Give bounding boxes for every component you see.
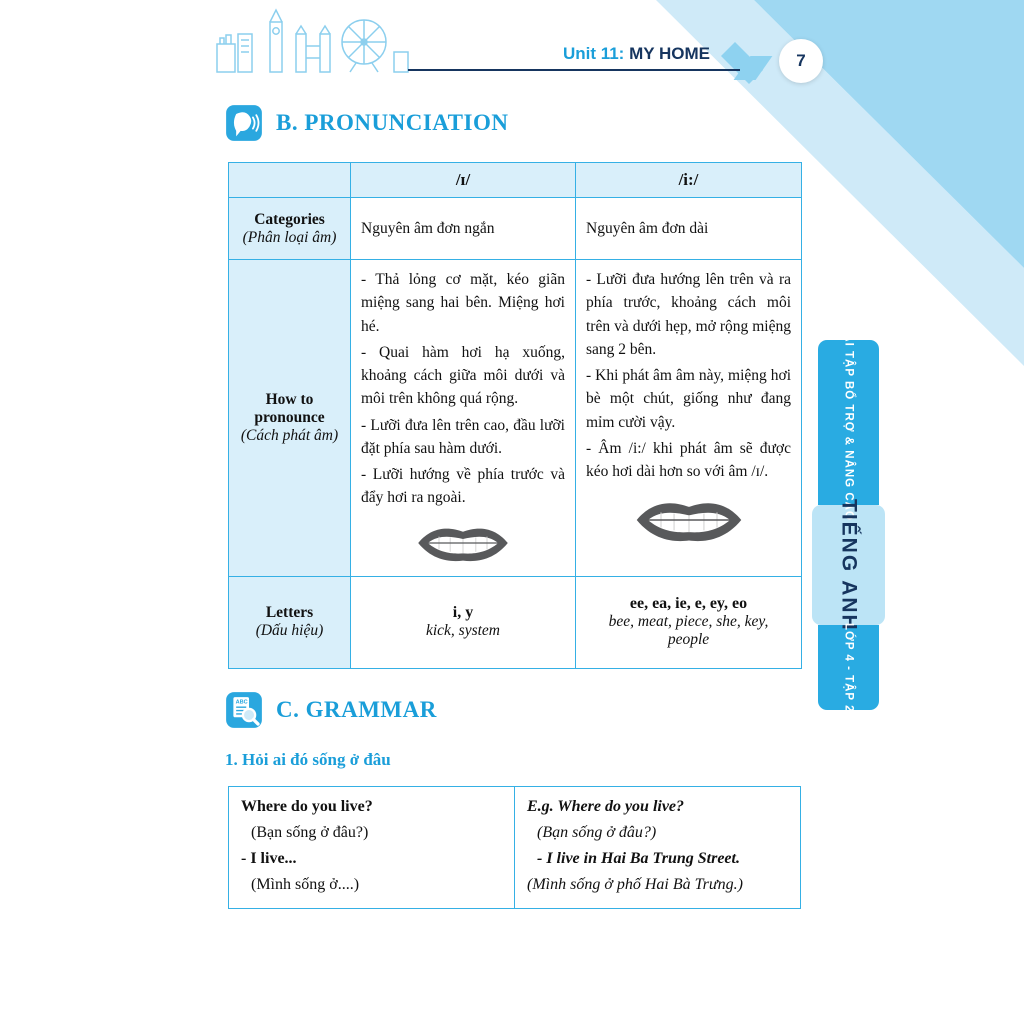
grammar-pattern-translation: (Bạn sống ở đâu?) bbox=[251, 823, 369, 841]
unit-title: MY HOME bbox=[629, 44, 710, 63]
grammar-heading-text: C. GRAMMAR bbox=[276, 697, 437, 722]
banner-series-segment bbox=[818, 324, 879, 521]
how-to-label: How to pronounce bbox=[254, 390, 325, 426]
phoneme-header-long: /i:/ bbox=[576, 163, 802, 198]
banner-grade-segment bbox=[818, 622, 879, 713]
page-number-badge bbox=[779, 39, 823, 83]
how-to-pronounce-row bbox=[229, 260, 802, 577]
grammar-pattern-line: Where do you live? bbox=[241, 798, 373, 815]
grammar-pattern-line: - I live... bbox=[241, 849, 297, 867]
categories-short-cell: Nguyên âm đơn ngắn bbox=[351, 198, 576, 260]
table-corner-cell bbox=[229, 163, 351, 198]
letters-long-cell bbox=[576, 576, 802, 668]
grammar-row bbox=[229, 787, 801, 909]
categories-label: Categories bbox=[254, 210, 325, 228]
london-skyline-illustration bbox=[212, 4, 412, 76]
phoneme-header-row bbox=[229, 163, 802, 198]
pronunciation-point: - Khi phát âm âm này, miệng hơi bè một chút, giống như đang mỉm cười vậy. bbox=[586, 367, 791, 431]
unit-label: Unit 11: bbox=[562, 44, 625, 63]
letters-short-cell bbox=[351, 576, 576, 668]
letters-short-examples: kick, system bbox=[425, 622, 501, 639]
grammar-example-cell bbox=[515, 787, 801, 909]
letters-label: Letters bbox=[265, 604, 314, 621]
letters-long-examples: bee, meat, piece, she, key, people bbox=[608, 613, 769, 648]
phoneme-header-short: /ɪ/ bbox=[351, 163, 576, 198]
pronunciation-section-heading bbox=[225, 104, 508, 142]
row-label-categories bbox=[229, 198, 351, 260]
letters-long: ee, ea, ie, e, ey, eo bbox=[629, 595, 748, 612]
unit-header bbox=[408, 44, 740, 71]
grammar-question-cell bbox=[229, 787, 515, 909]
how-to-long-cell bbox=[576, 260, 802, 577]
categories-long-cell: Nguyên âm đơn dài bbox=[576, 198, 802, 260]
grammar-example-line: E.g. Where do you live? bbox=[527, 798, 685, 815]
lips-icon-long bbox=[633, 493, 745, 547]
pronunciation-point: - Quai hàm hơi hạ xuống, khoảng cách giữa môi dưới và môi trên không quá rộng. bbox=[361, 343, 565, 408]
letters-short: i, y bbox=[452, 604, 474, 621]
side-banner bbox=[818, 324, 879, 713]
lips-icon-short bbox=[415, 520, 511, 566]
how-to-short-cell bbox=[351, 260, 576, 577]
pronunciation-heading-text: B. PRONUNCIATION bbox=[276, 110, 509, 135]
banner-subject-title: TIẾNG ANH bbox=[837, 498, 861, 632]
categories-row bbox=[229, 198, 802, 260]
pronunciation-point: - Thả lỏng cơ mặt, kéo giãn miệng sang hai bên. Miệng hơi hé. bbox=[361, 271, 565, 335]
grammar-example-translation: (Mình sống ở phố Hai Bà Trưng.) bbox=[527, 875, 743, 893]
page-number: 7 bbox=[796, 51, 806, 70]
banner-series-title: BÀI TẬP BỔ TRỢ & NÂNG CAO bbox=[842, 324, 855, 521]
banner-grade-label: LỚP 4 - TẬP 2 bbox=[842, 622, 855, 713]
how-to-label-vi: (Cách phát âm) bbox=[240, 426, 339, 444]
grammar-icon bbox=[225, 691, 263, 729]
row-label-letters bbox=[229, 576, 351, 668]
banner-subject-segment bbox=[812, 498, 885, 632]
grammar-example-line: - I live in Hai Ba Trung Street. bbox=[537, 849, 740, 867]
categories-label-vi: (Phân loại âm) bbox=[242, 228, 337, 246]
pronunciation-point: - Lưỡi hướng về phía trước và đẩy hơi ra ngoài. bbox=[361, 466, 565, 507]
letters-row bbox=[229, 576, 802, 668]
row-label-how-to bbox=[229, 260, 351, 577]
grammar-table bbox=[228, 786, 801, 909]
pronunciation-point: - Lưỡi đưa hướng lên trên và ra phía trước, khoảng cách môi trên và dưới hẹp, mở rộng miệng sang 2 bên. bbox=[586, 271, 791, 358]
grammar-rule-title: 1. Hỏi ai đó sống ở đâu bbox=[225, 750, 391, 769]
letters-label-vi: (Dấu hiệu) bbox=[255, 622, 324, 639]
grammar-pattern-translation: (Mình sống ở....) bbox=[251, 875, 360, 893]
grammar-section-heading bbox=[225, 691, 437, 729]
grammar-example-translation: (Bạn sống ở đâu?) bbox=[537, 823, 657, 841]
grammar-icon-badge: ABC bbox=[235, 699, 248, 706]
pronunciation-icon bbox=[225, 104, 263, 142]
pronunciation-point: - Lưỡi đưa lên trên cao, đầu lưỡi đặt phía sau hàm dưới. bbox=[361, 416, 565, 457]
pronunciation-point: - Âm /i:/ khi phát âm sẽ được kéo hơi dài hơn so với âm /ɪ/. bbox=[586, 439, 791, 480]
pronunciation-table bbox=[228, 162, 802, 669]
